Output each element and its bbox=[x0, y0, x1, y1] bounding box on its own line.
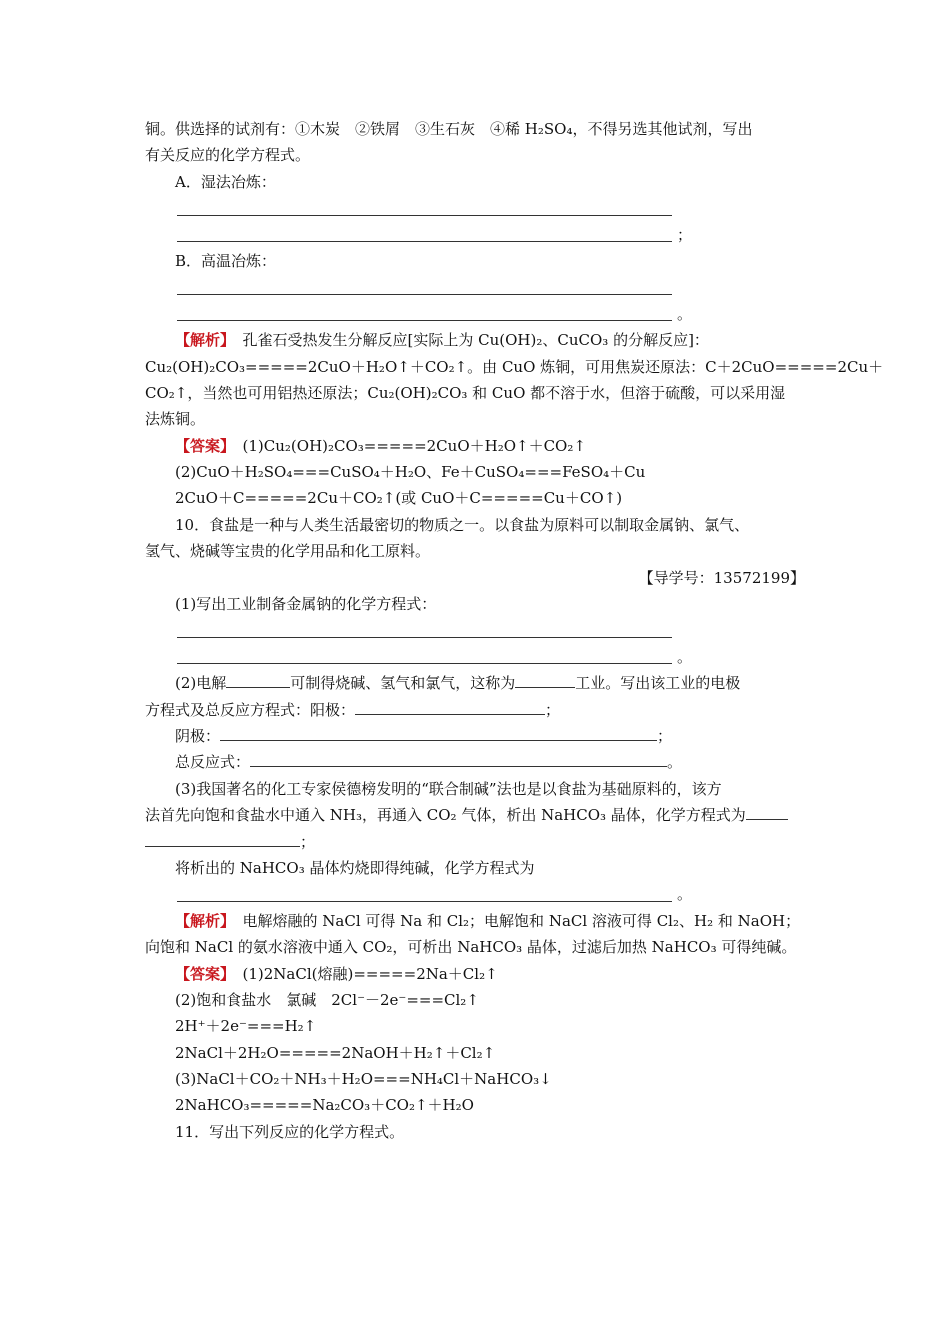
q10-part-1: (1)写出工业制备金属钠的化学方程式： bbox=[175, 595, 437, 614]
answer-blank-10-3[interactable]: 。 bbox=[145, 881, 805, 907]
analysis-10-line-1: 【解析】 电解熔融的 NaCl 可得 Na 和 Cl₂；电解饱和 NaCl 溶液可得 Cl₂、H₂ 和 NaOH； bbox=[175, 911, 801, 930]
q10-part-3-line-3: ； bbox=[145, 829, 805, 855]
answer-9-line-2: (2)CuO＋H₂SO₄===CuSO₄＋H₂O、Fe＋CuSO₄===FeSO₄＋Cu bbox=[175, 463, 646, 482]
q10-part-3-line-2: 法首先向饱和食盐水中通入 NH₃，再通入 CO₂ 气体，析出 NaHCO₃ 晶体，化学方程式为 bbox=[145, 802, 805, 828]
answer-10-line-1: 【答案】 (1)2NaCl(熔融)=====2Na＋Cl₂↑ bbox=[175, 964, 498, 983]
answer-blank-b1[interactable] bbox=[145, 274, 805, 300]
answer-blank-10-1a[interactable] bbox=[145, 617, 805, 643]
question-10-line-1: 10．食盐是一种与人类生活最密切的物质之一。以食盐为原料可以制取金属钠、氯气、 bbox=[175, 515, 750, 534]
analysis-9-line-2: Cu₂(OH)₂CO₃=====2CuO＋H₂O↑＋CO₂↑。由 CuO 炼铜，可用焦炭还原法：C＋2CuO=====2Cu＋ bbox=[145, 357, 884, 376]
answer-10-line-2: (2)饱和食盐水 氯碱 2Cl⁻－2e⁻===Cl₂↑ bbox=[175, 990, 479, 1009]
blank-industry[interactable] bbox=[515, 670, 575, 688]
intro-line-1: 铜。供选择的试剂有：①木炭 ②铁屑 ③生石灰 ④稀 H₂SO₄，不得另选其他试剂，写出 bbox=[145, 120, 753, 138]
answer-tag: 【答案】 bbox=[175, 964, 228, 983]
q10-part-3-line-4: 将析出的 NaHCO₃ 晶体灼烧即得纯碱，化学方程式为 bbox=[175, 858, 535, 877]
part-b-label: B．高温冶炼： bbox=[175, 251, 277, 270]
answer-9-line-1: 【答案】 (1)Cu₂(OH)₂CO₃=====2CuO＋H₂O↑＋CO₂↑ bbox=[175, 436, 586, 455]
answer-10-line-4: 2NaCl＋2H₂O=====2NaOH＋H₂↑＋Cl₂↑ bbox=[175, 1043, 496, 1062]
analysis-9-line-3: CO₂↑，当然也可用铝热还原法；Cu₂(OH)₂CO₃ 和 CuO 都不溶于水，但溶于硫酸，可以采用湿 bbox=[145, 383, 786, 402]
blank-total[interactable] bbox=[250, 749, 667, 767]
answer-10-line-5: (3)NaCl＋CO₂＋NH₃＋H₂O===NH₄Cl＋NaHCO₃↓ bbox=[175, 1070, 552, 1089]
intro-line-2: 有关反应的化学方程式。 bbox=[145, 146, 311, 165]
analysis-10-line-2: 向饱和 NaCl 的氨水溶液中通入 CO₂，可析出 NaHCO₃ 晶体，过滤后加热 NaHCO₃ 可得纯碱。 bbox=[145, 938, 797, 957]
q10-cathode-line: 阴极： ； bbox=[145, 723, 805, 749]
answer-10-line-6: 2NaHCO₃=====Na₂CO₃＋CO₂↑＋H₂O bbox=[175, 1096, 474, 1115]
answer-blank-b2[interactable]: 。 bbox=[145, 301, 805, 327]
blank-nahco3-a[interactable] bbox=[746, 802, 788, 820]
blank-nahco3-b[interactable] bbox=[145, 829, 300, 847]
answer-10-line-3: 2H⁺＋2e⁻===H₂↑ bbox=[175, 1017, 317, 1036]
analysis-9-line-4: 法炼铜。 bbox=[145, 410, 206, 429]
answer-tag: 【答案】 bbox=[175, 436, 228, 455]
q10-part-2-line-2: 方程式及总反应方程式：阳极： ； bbox=[145, 697, 805, 723]
answer-blank-10-1b[interactable]: 。 bbox=[145, 644, 805, 670]
answer-blank-a1[interactable] bbox=[145, 195, 805, 221]
answer-9-line-3: 2CuO＋C=====2Cu＋CO₂↑(或 CuO＋C=====Cu＋CO↑) bbox=[175, 489, 623, 508]
analysis-9-line-1: 【解析】 孔雀石受热发生分解反应[实际上为 Cu(OH)₂、CuCO₃ 的分解反应]： bbox=[175, 331, 709, 350]
q10-part-2-line-1: (2)电解 可制得烧碱、氢气和氯气，这称为 工业。写出该工业的电极 bbox=[145, 670, 805, 696]
question-11-line-1: 11．写出下列反应的化学方程式。 bbox=[175, 1122, 405, 1141]
part-a-label: A．湿法冶炼： bbox=[175, 172, 276, 191]
q10-part-3-line-1: (3)我国著名的化工专家侯德榜发明的“联合制碱”法也是以食盐为基础原料的，该方 bbox=[175, 779, 722, 798]
q10-total-line: 总反应式： 。 bbox=[145, 749, 805, 775]
analysis-tag: 【解析】 bbox=[175, 331, 228, 350]
answer-blank-a2[interactable]: ； bbox=[145, 222, 805, 248]
blank-electrolyte[interactable] bbox=[226, 670, 290, 688]
analysis-tag: 【解析】 bbox=[175, 911, 228, 930]
blank-cathode[interactable] bbox=[220, 723, 657, 741]
question-10-line-2: 氢气、烧碱等宝贵的化学用品和化工原料。 bbox=[145, 542, 431, 561]
document-page bbox=[145, 116, 884, 1145]
blank-anode[interactable] bbox=[355, 697, 545, 715]
guide-number: 【导学号：13572199】 bbox=[638, 568, 805, 587]
